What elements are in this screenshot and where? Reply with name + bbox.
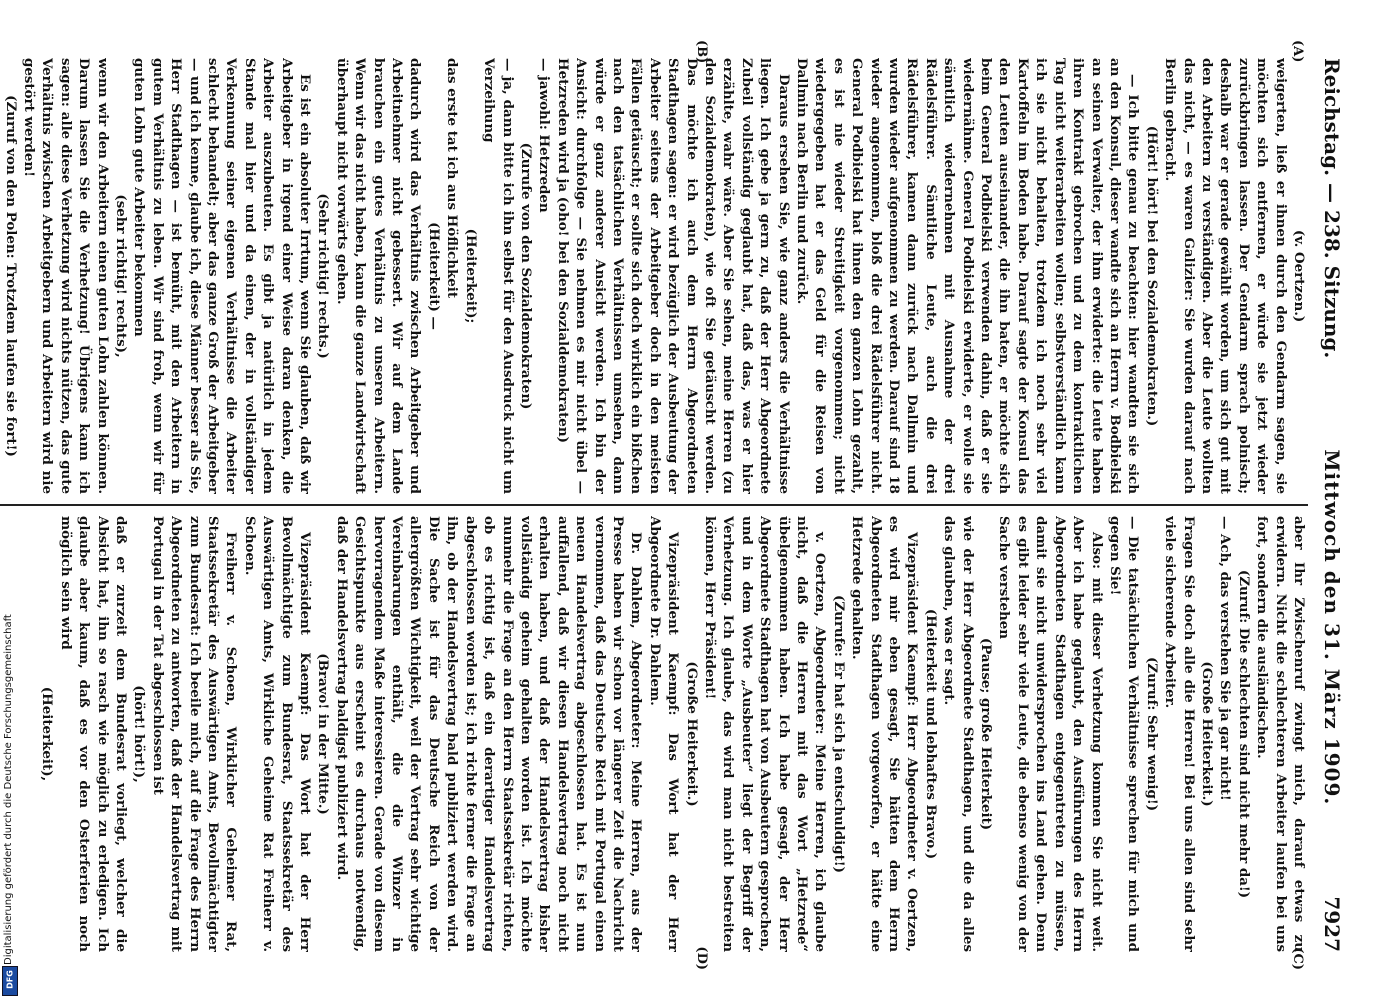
margin-mark-c: (C) [1290,947,1305,970]
page-number: 7927 [1320,896,1344,952]
interjection: (Heiterkeit); [462,228,479,324]
paragraph: Also: mit dieser Verhetzung kommen Sie nicht weit. Aber ich habe geglaubt, den Ausführungen des Herrn Abgeordneten Stadthagen entgegentreten zu müssen, damit sie nicht unwidersprochen ins Land gehen. Denn es gibt leider sehr viele Leute, die ebenso wenig von der Sache verstehen [996,516,1105,952]
interjection: (Zurufe: Er hat sich ja entschuldigt!) [830,595,847,873]
paragraph: — ja, dann bitte ich ihn selbst für den Ausdruck nicht um Verzeihung [481,58,516,494]
paragraph: wie der Herr Abgeordnete Stadthagen, und die da alles das glauben, was er sagt. [941,516,976,952]
paragraph: — Die tatsächlichen Verhältnisse sprechen für mich und gegen Sie! [1106,516,1142,952]
interjection: (Sehr richtig! rechts.) [315,193,332,359]
paragraph: Vizepräsident Kaempf: Das Wort hat der Herr Bevollmächtigte zum Bundesrat, Staatssekretär des Auswärtigen Amts, Wirkliche Geheime Rat Freiherr v. Schoen. [241,516,314,952]
dfg-logo-text: DFG [5,970,15,989]
interjection: (v. Oertzen.) [1291,229,1307,323]
interjection: (Bravo! in der Mitte.) [315,653,332,815]
paragraph: wenn wir den Arbeitern einen guten Lohn zahlen können. Darum lassen Sie die Verhetzung! Übrigens kann ich sagen: alle diese Verhetzung wird nichts nützen, das gute Verhältnis zwischen Arbeitgebern und Arbeitern wird nie gestört werden! [20,58,111,494]
interjection: (sehr richtig! rechts), [113,194,129,358]
interjection: (Heiterkeit und lebhaftes Bravo.) [922,608,939,860]
interjection: (Zurufe von den Sozialdemokraten) [517,142,534,410]
paragraph: Vizepräsident Kaempf: Herr Abgeordneter v. Oertzen, es wird mir eben gesagt, Sie hätten dem Herrn Abgeordneten Stadthagen vorgeworfen, er hätte eine Hetzrede gehalten. [849,516,921,952]
interjection: (Pause; große Heiterkeit) [978,637,995,831]
digitization-credit [2,605,16,995]
interjection: (Zuruf: Sehr wenig!) [1143,656,1160,812]
paragraph: Daraus ersehen Sie, wie ganz anders die Verhältnisse liegen. Ich gebe ja gern zu, daß der Herr Abgeordnete Zubeil vollständig geglaubt hat, daß das, was er hier erzählte, wahr wäre. Aber Sie sehen, meine Herren (zu den Sozialdemokraten), wie oft Sie getäuscht werden. Das möchte ich auch dem Herrn Abgeordneten Stadthagen sagen: er wird bezüglich der Ausbeutung der Arbeiter seitens der Arbeitgeber doch in den meisten Fällen getäuscht; er sollte sich doch wirklich ein bißchen nach den tatsächlichen Verhältnissen umsehen, dann würde er ganz anderer Ansicht werden. Ich bin der Ansicht: durchfolge — Sie nehmen es mir nicht übel — Hetzreden wird ja (oho! bei den Sozialdemokraten) [554,58,792,494]
interjection: (Hört! hört! bei den Sozialdemokraten.) [1143,125,1160,427]
paragraph: Fragen Sie doch alle die Herren! Bei uns allen sind sehr viele sicherende Arbeiter. [1162,516,1197,952]
paragraph: aber Ihr Zwischenruf zwingt mich, darauf etwas zu erwidern. Nicht die schlechteren Arbeiter laufen bei uns fort, sondern die ausländischen. [1254,516,1307,952]
paragraph: Freiherr v. Schoen, Wirklicher Geheimer Rat, Staatssekretär des Auswärtigen Amts, Bevollmächtigter zum Bundesrat: Ich beeile mich, auf die Frage des Herrn Abgeordneten zu antworten, daß der Handelsvertrag mit Portugal in der Tat abgeschlossen ist [149,516,240,952]
paragraph: weigerten, ließ er ihnen durch den Gendarm sagen, sie möchten sich entfernen, er würde sie jetzt wieder zurückbringen lassen. Der Gendarm sprach polnisch; deshalb war er gerade gewählt worden, um sich gut mit den Arbeitern zu verständigen. Aber die Leute wollten das nicht, — es waren Galizier: Sie wurden darauf nach Berlin gebracht. [1162,58,1289,494]
column-divider [0,504,1308,506]
paragraph: Es ist ein absoluter Irrtum, wenn Sie glauben, daß wir Arbeitgeber in irgend einer Weise daran denken, die Arbeiter auszubeuten. Es gibt ja natürlich in jedem Stande mal hier und da einen, der in vollständiger Verkennung seiner eigenen Verhältnisse die Arbeiter schlecht behandelt; aber das ganze Groß der Arbeitgeber — und ich kenne, glaube ich, diese Männer besser als Sie, Herr Stadthagen — ist bemüht, mit den Arbeitern in gutem Verhältnis zu leben. Wir sind froh, wenn wir für guten Lohn gute Arbeiter bekommen [131,58,314,494]
dfg-logo [2,966,18,996]
interjection: (Große Heiterkeit.) [683,661,700,807]
margin-mark-b: (B) [694,40,709,64]
paragraph: — Ach, das verstehen Sie ja gar nicht! [1217,516,1234,801]
interjection: (Zuruf: Die schlechten sind nicht mehr da!) [1235,569,1252,899]
paragraph: Vizepräsident Kaempf: Das Wort hat der Herr Abgeordnete Dr. Dahlem. [646,516,682,952]
margin-mark-a: (A) [1290,40,1305,63]
header-left: Reichstag. — 238. Sitzung. [1320,58,1344,359]
interjection: (Große Heiterkeit.) [1198,661,1215,807]
paragraph: Dr. Dahlem, Abgeordneter: Meine Herren, aus der Presse haben wir schon vor längerer Zeit die Nachricht vernommen, daß das Deutsche Reich mit Portugal einen neuen Handelsvertrag abgeschlossen hat. Es ist nun auffallend, daß wir diesen Handelsvertrag noch nicht erhalten haben, und daß der Handelsvertrag bisher vollständig geheim gehalten worden ist. Ich möchte nunmehr die Frage an den Herrn Staatssekretär richten, ob es richtig ist, daß ein derartiger Handelsvertrag abgeschlossen worden ist; ich richte ferner die Frage an ihn, ob der Handelsvertrag bald publiziert werden wird. Die Sache ist für das Deutsche Reich von der allergrößten Wichtigkeit, weil der Vertrag sehr wichtige Vereinbarungen enthält, die die Winzer in hervorragendem Maße interessieren. Gerade von diesem Gesichtspunkte aus erscheint es durchaus notwendig, daß der Handelsvertrag baldigst publiziert wird. [333,516,645,952]
interjection: (Heiterkeit) — [425,222,442,330]
header-date: Mittwoch den 31. März 1909. [1320,449,1344,806]
page-header [1314,58,1344,952]
credit-text: Digitalisierung gefördert durch die Deutsche Forschungsgemeinschaft [3,614,14,965]
paragraph: dadurch wird das Verhältnis zwischen Arbeitgeber und Arbeitnehmer nicht gebessert. Wir auf dem Lande brauchen ein gutes Verhältnis zu unseren Arbeitern. Wenn wir das nicht haben, kann die ganze Landwirtschaft überhaupt nicht vorwärts gehen. [333,58,424,494]
text-columns [0,58,1308,952]
interjection: (Heiterkeit), [39,686,56,782]
interjection: (Zuruf von den Polen: Trotzdem laufen sie fort!) [2,95,19,457]
paragraph: — jawohl: Hetzreden [536,58,553,213]
right-column [0,516,1308,952]
interjection: (hört! hört!), [131,685,148,783]
left-column [0,58,1308,494]
paragraph: das erste tat ich aus Höflichkeit [444,58,461,299]
paragraph: v. Oertzen, Abgeordneter: Meine Herren, ich glaube nicht, daß die Herren mit das Wort „Hetzrede“ übelgenommen haben. Ich habe gesagt, der Herr Abgeordnete Stadthagen hat von Ausbeutern gesprochen, und in dem Worte „Ausbeuter“ liegt der Begriff der Verhetzung. Ich glaube, das wird man nicht bestreiten können, Herr Präsident! [702,516,829,952]
paragraph: — Ich bitte genau zu beachten: hier wandten sie sich an den Konsul, dieser wandte sich an Herrn v. Bodbielski an seinen Verwalter, der ihm erwiderte: die Leute haben ihren Kontrakt gebrochen und zu dem kontraktlichen Tag nicht weiterarbeiten wollen; selbstverständlich kann ich sie nicht behalten, trotzdem ich noch sehr viel Kartoffeln im Boden habe. Darauf sagte der Konsul das den Leuten auseinander, die ihn baten, er möchte sich beim General Podbielski verwenden dahin, daß er sie wiedernähme. General Podbielski erwiderte, er wolle sie sämtlich wiedernehmen mit Ausnahme der drei Rädelsführer. Sämtliche Leute, auch die drei Rädelsführer, kamen dann zurück nach Dallmin und wurden wieder aufgenommen zu werden. Darauf sind 18 wieder angenommen, bloß die drei Rädelsführer nicht. General Podbielski hat ihnen den ganzen Lohn gezahlt, es ist nie wieder Streitigkeit vorgenommen; nicht wiedergegeben hat er das Geld für die Reisen von Dallmin nach Berlin und zurück. [794,58,1142,494]
paragraph: daß er zurzeit dem Bundesrat vorliegt, welcher die Absicht hat, ihn so rasch wie möglich zu erledigen. Ich glaube aber kaum, daß es vor den Osterferien noch möglich sein wird [57,516,129,952]
margin-mark-d: (D) [694,946,709,970]
